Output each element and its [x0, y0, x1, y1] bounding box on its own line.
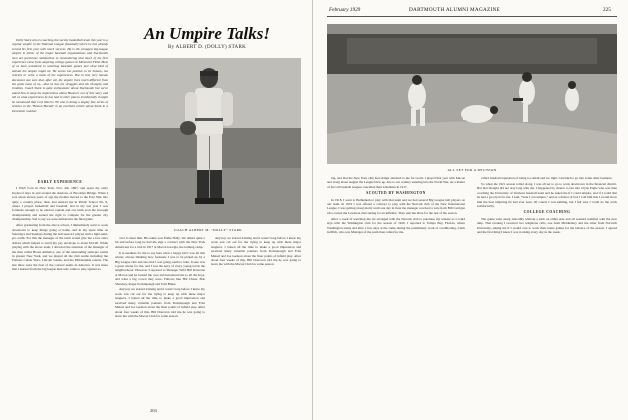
column-2 [115, 236, 205, 320]
action-photo [327, 24, 617, 164]
caption-coach-photo: COACH ALBERT M. "DOLLY" STARK [173, 228, 243, 232]
column-3 [327, 176, 465, 236]
left-page [0, 0, 313, 420]
article-byline: By ALBERT D. (DOLLY) STARK [167, 45, 247, 50]
column-1 [12, 178, 108, 273]
column-2b [211, 236, 301, 268]
page-number-right: 225 [603, 7, 611, 13]
intro-text: Dolly Stark who is coaching the varsity basketball team this year is a regular umpire in the National League (baseball) where he has already served his first year with much success. He is the youngest big-league umpire in either of the major baseball organizations and Dartmouth men are particular satisfaction in remembering that much of his first experience came from umpiring college games on Memorial Field. Most of us have wondered in watching baseball games just what kind of animal the umpire might be. He seems too positive to be human, too reticent to write a book of his experiences. But in this very human document one sees that, after all, the umpire lives much different from the great mass of us,—that he has his struggles and his triumphs and troubles. Coach Stark is quite enthusiastic about Dartmouth but we've asked him to keep his impressions about Hanover out of this story and tell us what experiences he has had in other places. Incidentally it might be mentioned that Carl Warren '06 who is doing a mighty fine series of articles in the "Boston Herald" is an excellent article about Stark in a December number. [12, 38, 108, 113]
article-title: An Umpire Talks! [144, 24, 270, 43]
right-page [313, 0, 628, 420]
col1-para-2: After graduating from the above school, I immediately went to work downtown to keep things going at home, and in my spare time on Saturdays and Sundays during the ball season I played with a light semi-pro outfit. For this the manager of the team would give me a few extra dollars which helped to swell my pay envelope to about $10.00. While playing with the above team, I attracted the attention of the manager of the then called Bronx Athletics, one of the outstanding semi-pro teams in greater New York, and we played all the club teams including the Famous Cuban Stars, Lincoln Giants, and the Philadelphia Giants. The last three were the best of the colored teams in America. It was there that I learned from the big league men who came to play against us. [12, 223, 108, 272]
section-heading-early: EARLY EXPERIENCE [37, 180, 83, 184]
running-title: DARTMOUTH ALUMNI MAGAZINE [409, 7, 501, 13]
col1-para-1: I WAS born in New York, Nov. 4th, 1897, and spent my early boyhood days in and around the shadows of Brooklyn Bridge. When I was about eleven years of age my mother moved to the East Side into quite a country place, then, and entered me in Public School No. 6, where I played basketball and baseball, and in my last year I was fortunate enough to be elected captain and our team won the borough championship and earned the right to compete for the greater city championship. Sad to say we were defeated in the final game. [12, 186, 108, 222]
header-rule [327, 16, 617, 17]
article-intro [12, 38, 108, 114]
section-heading-scouted: SCOUTED BY WASHINGTON [366, 191, 426, 196]
col4-para-2: So when the 1921 season rolled along, I was all set to go to work downtown in the financial district. But that thought did not stay long with me. I happened by chance to run into Clyde Engle who was then coaching the University of Vermont baseball team and he asked me if I could umpire, and if I could that he had a good job for me. I said, "Sure I can umpire," and as a matter of fact I told him that I would show him the best umpiring he had ever seen. Of course I was kidding, but I felt sure I could do the work satisfactorily. [477, 181, 617, 208]
col4-para-3: The game went along smoothly without a kick on either side and all seemed satisfied with the new ump. That evening I received two telephone calls, one from Middlebury and the other from Norwich University, asking me if I would care to work their home games for the balance of the season. I agreed and the first thing I knew I was working every day in the week. [477, 216, 617, 234]
caption-action-photo: ALL SET FOR A DECISION [447, 168, 497, 172]
coach-photo [115, 58, 301, 224]
col3-para-2: In 1918, I went to Bethlehem to play with that team and we had several Big League ball players on our team. In 1919 I was offered a contract to play with the Newark club of the New International League. I was getting along nicely until one day in June the manager received a wire from Bill Carrigan who owned the Lewiston club asking for an infielder. They sent me there for the rest of the season. [327, 197, 465, 215]
col2b-para: Anyway we started training and it wasn't long before I knew my work was cut out for me trying to keep up with these major leaguers. I batted all the time to make a good impression and received many valuable pointers from Peckinpaugh and Fritz Maisel and Joe Gedeon about the finer points of infield play. After about four weeks of this, Bill Donovan told me he was going to leave me with the Macon Club for some season. [211, 236, 301, 267]
col3-para-1: ing, and that the New York club had strings attached to me for recall. I played that year with Macon and along about August the League blew up, due to our country entering into the World War. As a matter of fact all baseball leagues cancelled their schedules in 1917. [327, 176, 465, 189]
column-4 [477, 176, 617, 236]
col2-para-2: It is needless for me to say here what a happy kid I was all that winter, always thinking how fortunate I was to be picked up by a Big League club and also that I was going south to train. It sure was a great winter for me, and I was the envy of every young lad in the neighborhood. However I reported to Manager Wild Bill Donovan at Macon and he looked me over and introduced me to all the boys, and what a big crowd they were. Fellows like Hal Chase, Bob Shawkey, Roger Peckinpaugh and Tom Blake. [115, 250, 205, 286]
col2-para-1: over to meet him. His name was Eddie Holly. We talked quite a bit and before long he had me sign a contract with the New York Americans for a trial in 1917 at Macon Georgia, the training camp. [115, 236, 205, 249]
section-heading-coaching: COLLEGE COACHING [523, 210, 571, 215]
col2-para-3: Anyway we started training and it wasn't long before I knew my work was cut out for me trying to keep up with these major leaguers. I batted all the time to make a good impression and received many valuable pointers from Peckinpaugh and Fritz Maisel and Joe Gedeon about the finer points of infield play. After about four weeks of this, Bill Donovan told me he was going to leave me with the Macon Club for some season. [115, 287, 205, 318]
page-number-left: 204 [150, 408, 157, 413]
col3-para-3: After a week of watching me, he arranged with the Newark club to purchase my release so I could sign with the Washington club for the season of 1920. I reported to Tampa Bay, Florida, where Washington trains and after a few days at the camp during the preliminary work of conditioning, Clark Griffith, who was Manager of the team then called for me. [327, 216, 465, 234]
action-photo-image [327, 24, 617, 164]
issue-date: February 1929 [329, 7, 361, 13]
coach-photo-image [115, 58, 301, 224]
col4-para-1: called baseball reputation of being too small and too light. I decided to go into some other business. [481, 176, 613, 180]
running-date [329, 7, 360, 13]
